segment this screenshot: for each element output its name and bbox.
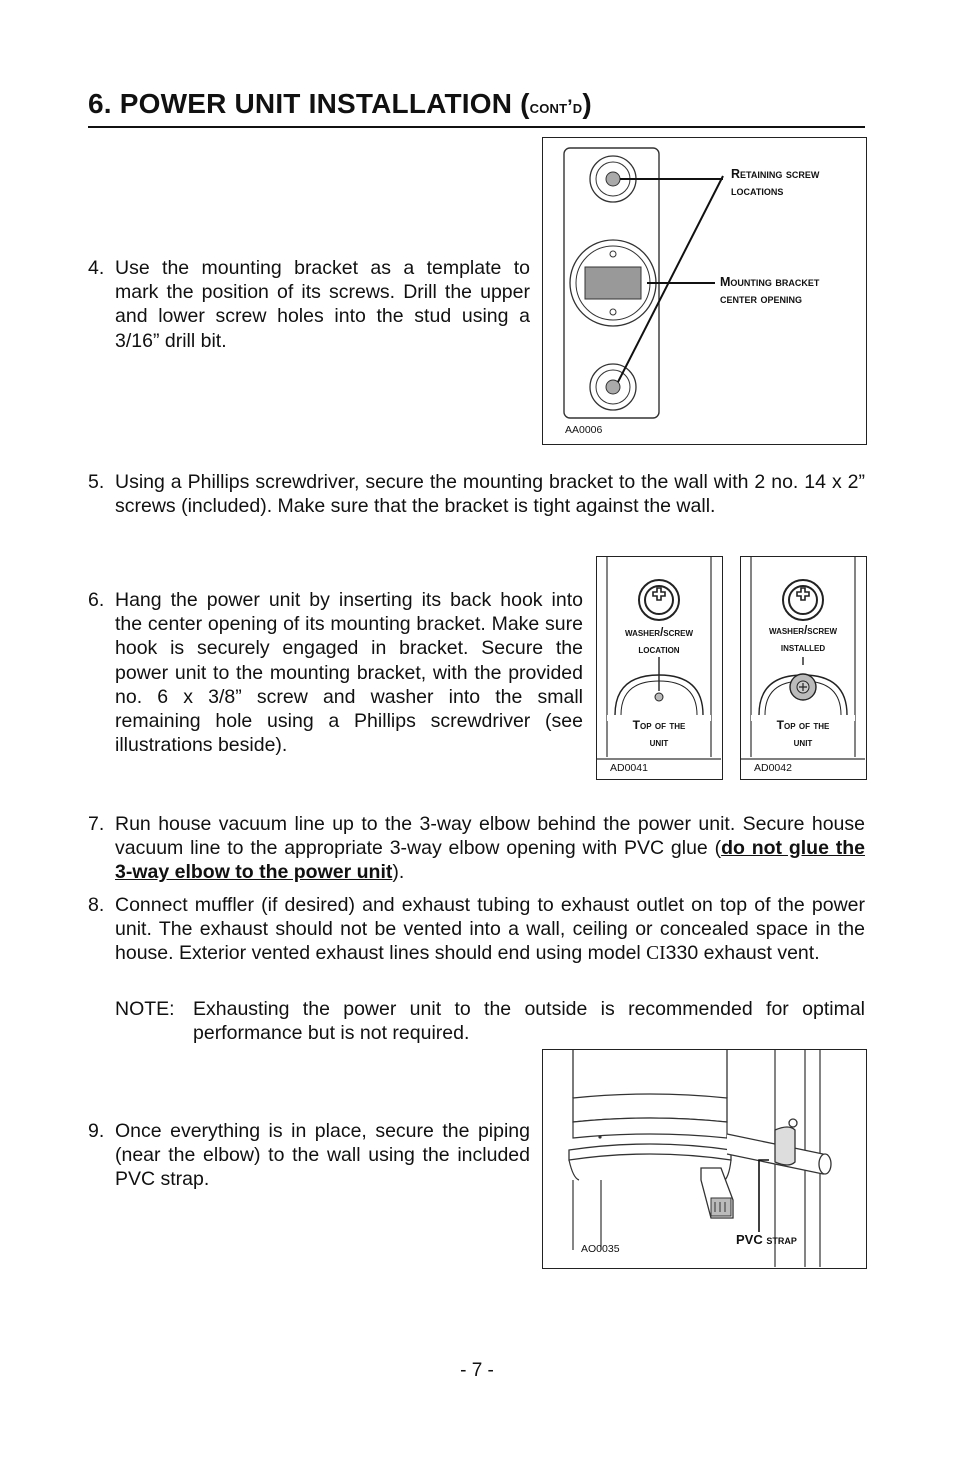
step-number: 7. <box>88 813 105 835</box>
note-label: NOTE: <box>115 998 175 1020</box>
figure-code: AA0006 <box>565 424 603 436</box>
figure-code: AO0035 <box>581 1243 620 1255</box>
step-number: 6. <box>88 589 105 611</box>
figure-pvc-strap <box>542 1049 867 1269</box>
label-washer-location: washer/screw location <box>624 627 694 656</box>
figure-washer-installed <box>740 556 867 780</box>
note <box>115 997 865 1045</box>
title-close: ) <box>582 88 592 119</box>
label-top-of-unit: Top of the unit <box>632 718 686 749</box>
warning-bold: do not glue the 3-way elbow to the power unit <box>115 837 865 884</box>
figure-washer-location <box>596 556 723 780</box>
step-text: Hang the power unit by inserting its back hook into the center opening of its mounting bracket. Make sure hook is securely engaged in bracket. Secure the power unit to the mounting bracket, with the provided no. 6 x 3/8” screw and washer into the small remaining hole using a Phillips screwdriver (see illustrations beside). <box>115 589 583 757</box>
step-text: Once everything is in place, secure the piping (near the elbow) to the wall using the included PVC strap. <box>115 1120 530 1191</box>
label-pvc-strap: PVC strap <box>736 1232 797 1247</box>
model-prefix: CI <box>646 943 666 965</box>
label-retaining-screw: Retaining screw locations <box>731 167 820 198</box>
step-number: 4. <box>88 257 105 279</box>
step-number: 9. <box>88 1120 105 1142</box>
pvc-strap-illustration <box>543 1050 865 1267</box>
step-4 <box>88 256 530 353</box>
step-5 <box>88 470 865 518</box>
step-9 <box>88 1119 530 1192</box>
label-mounting-bracket: Mounting bracket center opening <box>720 275 820 306</box>
step-number: 8. <box>88 894 105 916</box>
label-washer-installed: washer/screw installed <box>768 625 838 654</box>
label-top-of-unit: Top of the unit <box>776 718 830 749</box>
step-text: Connect muffler (if desired) and exhaust tubing to exhaust outlet on top of the power unit. The exhaust should not be vented into a wall, ceiling or concealed space in the house. Exterior vented exhaust lines should end using model CI330 exhaust vent. <box>115 894 865 965</box>
figure-code: AD0042 <box>754 762 792 774</box>
title-rule <box>88 126 865 128</box>
figure-mounting-bracket <box>542 137 867 445</box>
step-6 <box>88 588 583 757</box>
step-7 <box>88 812 865 885</box>
page-number: - 7 - <box>460 1360 494 1381</box>
title-main: 6. POWER UNIT INSTALLATION ( <box>88 88 530 119</box>
step-text: Use the mounting bracket as a template to mark the position of its screws. Drill the upper and lower screw holes into the stud using a 3/16” drill bit. <box>115 257 530 352</box>
figure-code: AD0041 <box>610 762 648 774</box>
note-text: Exhausting the power unit to the outside is recommended for optimal performance but is not required. <box>193 998 865 1045</box>
title-smallcaps: cont’d <box>529 97 583 118</box>
step-text: Using a Phillips screwdriver, secure the mounting bracket to the wall with 2 no. 14 x 2” screws (included). Make sure that the bracket is tight against the wall. <box>115 471 865 518</box>
step-number: 5. <box>88 471 105 493</box>
step-text: Run house vacuum line up to the 3-way elbow behind the power unit. Secure house vacuum line to the appropriate 3-way elbow opening with PVC glue (do not glue the 3-way elbow to the power unit). <box>115 813 865 884</box>
page-title <box>88 88 592 120</box>
step-8 <box>88 893 865 967</box>
